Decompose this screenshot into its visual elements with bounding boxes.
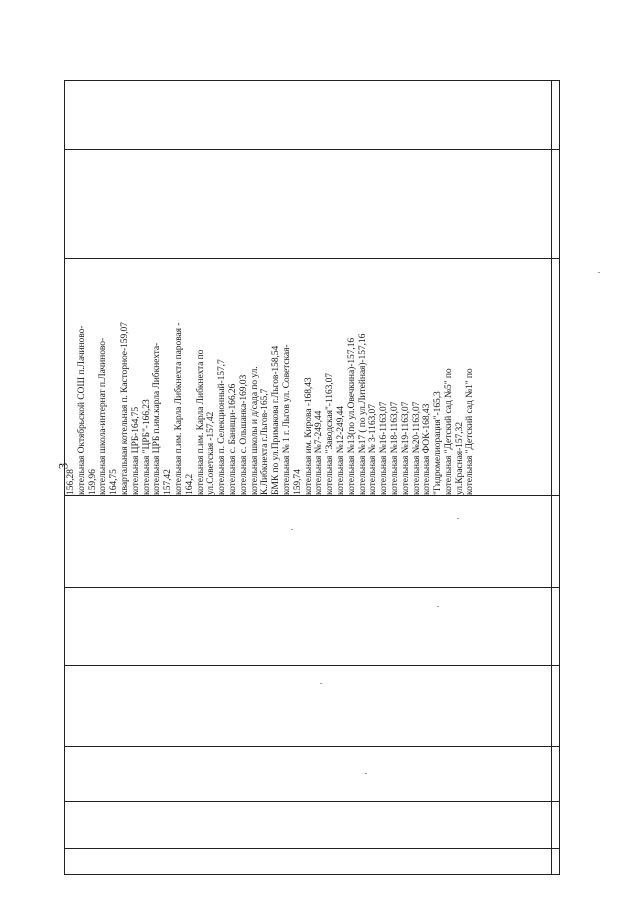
list-item: БМК по ул.Примакова г.Льгов-158,54 [270, 345, 282, 495]
row-divider [65, 495, 559, 496]
list-item: котельная им. Кирова -168,43 [302, 377, 314, 495]
list-item: котельная с. Банищи-166,26 [226, 383, 238, 495]
list-item: котельная "Заводская"-1163,07 [324, 373, 336, 495]
list-item: котельная с. Ольшанка-169,03 [237, 374, 249, 495]
list-item: котельная №17 ( по ул.Литейная)-157,16 [356, 333, 368, 495]
list-item: котельная школа-интернат п.Лачиново- [97, 337, 109, 495]
row-divider [65, 587, 559, 588]
scanned-table [64, 80, 560, 875]
list-item: "Гидромелиорация"-165,3 [432, 391, 444, 495]
scan-speck [291, 529, 293, 530]
list-item: 164,2 [183, 473, 195, 495]
list-item: котельная Октябрьской СОШ п.Лачиново- [75, 325, 87, 495]
scan-speck [365, 773, 367, 774]
list-item: котельная №16-1163,07 [378, 401, 390, 495]
row-divider [65, 746, 559, 747]
boiler-list-cell [65, 81, 476, 495]
list-item: котельная ЦРБ-164,75 [129, 406, 141, 495]
list-item: квартальная котельная п. Касторное-159,07 [118, 322, 130, 495]
list-item: котельная №7-249,44 [313, 410, 325, 495]
scan-speck [437, 606, 439, 607]
list-item: 159,74 [291, 469, 303, 495]
list-item: котельная п. Селекционный-157,7 [216, 359, 228, 495]
list-item: котельная №20-1163,07 [410, 401, 422, 495]
list-item: котельная №19-1163,07 [399, 401, 411, 495]
list-item: котельная "ЦРБ"-166,23 [140, 399, 152, 495]
list-item: котельная №13(по ул.Овечкина)-157,16 [345, 337, 357, 495]
list-item: котельная п.им. Карла Либкнехта по [194, 349, 206, 495]
scan-speck [320, 683, 322, 684]
row-divider [65, 801, 559, 802]
list-item: 164,75 [108, 469, 120, 495]
list-item: котельная №12-249,44 [334, 406, 346, 495]
list-item: ул.Советская -157,42 [205, 411, 217, 495]
list-item: котельная №18-1163,07 [388, 401, 400, 495]
list-item: котельная ЦРБ п.им.карла Либкнехта- [151, 342, 163, 495]
list-item: котельная "Детский сад №1" по [464, 368, 476, 495]
list-item: К.Либкнехта г.Льгов-165,7 [259, 388, 271, 495]
list-item: 159,96 [86, 469, 98, 495]
list-item: котельная № 1 г. Льгов ул. Советская- [280, 344, 292, 495]
list-item: ул.Красная-157,32 [453, 422, 465, 495]
row-divider [65, 848, 559, 849]
list-item: котельная школы и д/сада по ул. [248, 366, 260, 495]
list-item: котельная № 3-1163,07 [367, 404, 379, 495]
scan-speck [457, 518, 459, 519]
row-divider [65, 665, 559, 666]
list-item: 156,28 [65, 469, 76, 495]
list-item: котельная "Детский сад №5" по [442, 368, 454, 495]
list-item: 157,42 [162, 469, 174, 495]
scan-speck [598, 272, 600, 273]
column-divider [551, 81, 552, 874]
list-item: котельная ФОК-168,43 [421, 403, 433, 495]
list-item: котельная п.им. Карла Либкнехта паровая - [172, 322, 184, 495]
page-number: 3 [55, 462, 71, 470]
